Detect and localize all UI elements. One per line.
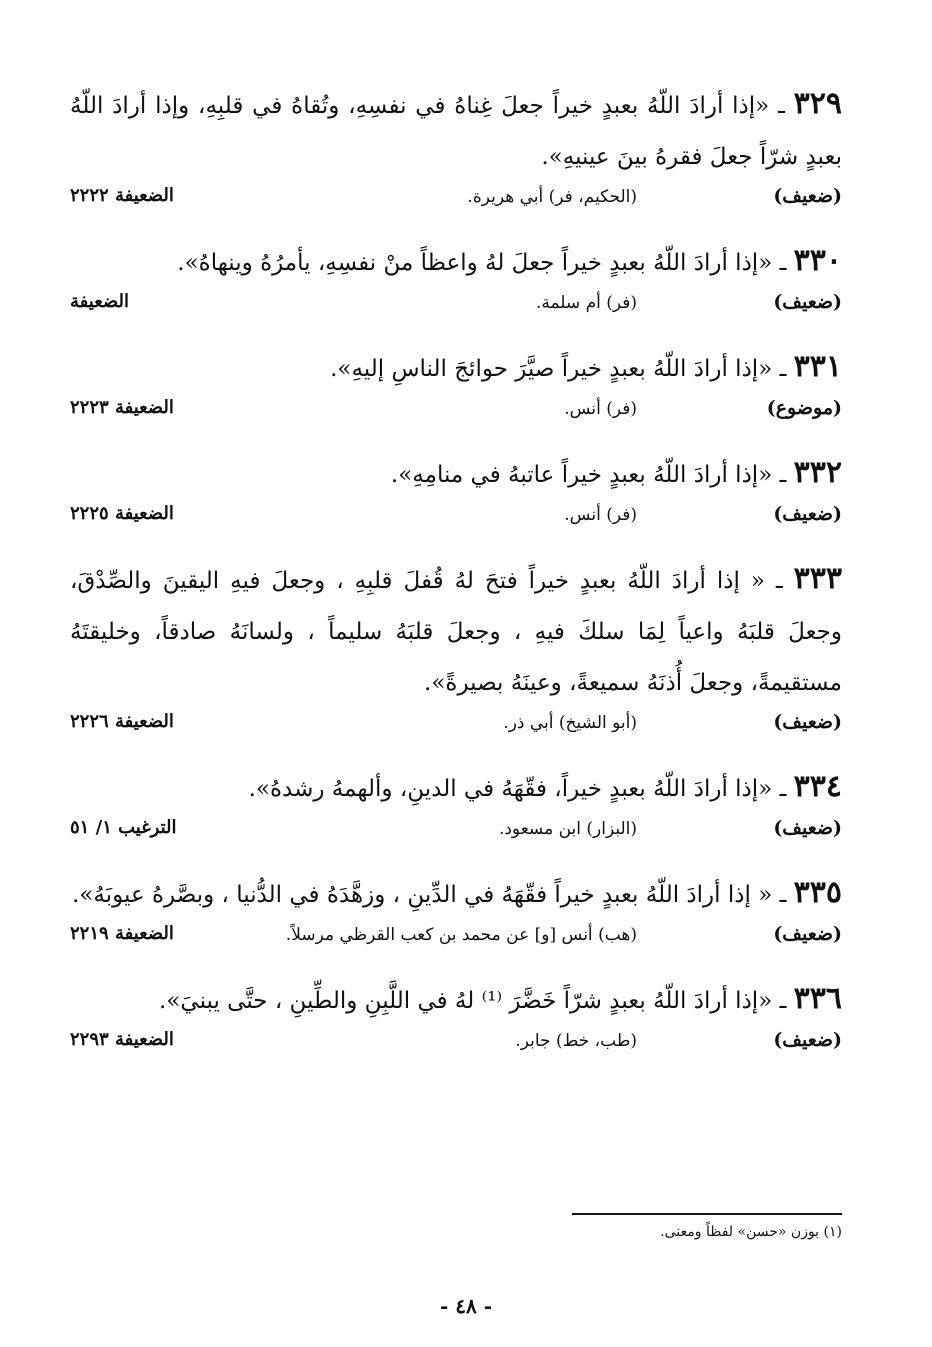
- page-number: - ٤٨ -: [439, 1294, 492, 1318]
- source-citation: (الحكيم، فر) أبي هريرة.: [467, 187, 637, 207]
- hadith-text: ٣٣٥ ـ « إذا أرادَ اللّهُ بعبدٍ خيراً فقّهَهُ في الدِّينِ ، وزهَّدَهُ في الدُّنيا ، وبصَّرهُ عيوبَهُ».: [72, 875, 842, 910]
- grade-label: (ضعيف): [773, 291, 842, 313]
- hadith-meta: [70, 395, 842, 439]
- hadith-number: ٣٣٠: [793, 243, 842, 278]
- grade-label: (ضعيف): [773, 817, 842, 839]
- source-citation: (فر) أنس.: [564, 399, 637, 419]
- grade-label: (ضعيف): [773, 923, 842, 945]
- hadith-meta: [70, 501, 842, 545]
- hadith-meta: [70, 709, 842, 753]
- hadith-number: ٣٢٩: [793, 86, 842, 121]
- reference-citation: الضعيفة ٢٢٢٥: [70, 503, 174, 524]
- hadith-text: ٣٣٤ ـ «إذا أرادَ اللّهُ بعبدٍ خيراً، فقّهَهُ في الدينِ، وألهمهُ رشدهُ».: [248, 769, 842, 804]
- hadith-number: ٣٣١: [793, 349, 842, 384]
- hadith-entry-334: [70, 761, 842, 859]
- hadith-number: ٣٣٢: [793, 455, 842, 490]
- hadith-meta: [70, 289, 842, 333]
- hadith-body: «إذا أرادَ اللّهُ بعبدٍ شرّاً خَضَّرَ ⁽¹⁾ لهُ في اللَّبِنِ والطِّينِ ، حتَّى يبنيَ».: [159, 988, 773, 1014]
- hadith-body: «إذا أرادَ اللّهُ بعبدٍ خيراً عاتبهُ في منامِهِ».: [390, 462, 773, 488]
- reference-citation: الضعيفة ٢٢٩٣: [70, 1029, 174, 1050]
- source-citation: (هب) أنس [و] عن محمد بن كعب القرظي مرسلاً.: [285, 925, 637, 945]
- hadith-meta: [70, 1027, 842, 1071]
- hadith-meta: [70, 921, 842, 965]
- source-citation: (البزار) ابن مسعود.: [498, 819, 637, 839]
- reference-citation: الترغيب ١/ ٥١: [70, 817, 177, 838]
- grade-label: (ضعيف): [773, 185, 842, 207]
- reference-citation: الضعيفة ٢٢٢٣: [70, 397, 174, 418]
- hadith-text: ٣٢٩ ـ «إذا أرادَ اللّهُ بعبدٍ خيراً جعلَ غِناهُ في نفسِهِ، وتُقاهُ في قلبِهِ، وإذا أرادَ اللّهُ بعبدٍ شرّاً جعلَ فقرهُ بينَ عينيهِ».: [70, 86, 842, 170]
- source-citation: (طب، خط) جابر.: [515, 1031, 637, 1051]
- footnote-divider: [572, 1213, 842, 1215]
- hadith-body: «إذا أرادَ اللّهُ بعبدٍ خيراً جعلَ لهُ واعظاً منْ نفسِهِ، يأمرُهُ وينهاهُ».: [177, 250, 773, 276]
- hadith-text: ٣٣٦ ـ «إذا أرادَ اللّهُ بعبدٍ شرّاً خَضَّرَ ⁽¹⁾ لهُ في اللَّبِنِ والطِّينِ ، حتَّى يبنيَ».: [159, 981, 842, 1016]
- reference-citation: الضعيفة ٢٢١٩: [70, 923, 174, 944]
- reference-citation: الضعيفة: [70, 291, 129, 312]
- hadith-number: ٣٣٥: [793, 875, 842, 910]
- grade-label: (ضعيف): [773, 503, 842, 525]
- hadith-number: ٣٣٤: [793, 769, 842, 804]
- grade-label: (موضوع): [766, 397, 842, 419]
- hadith-meta: [70, 183, 842, 227]
- grade-label: (ضعيف): [773, 1029, 842, 1051]
- reference-citation: الضعيفة ٢٢٢٦: [70, 711, 174, 732]
- hadith-text: ٣٣٠ ـ «إذا أرادَ اللّهُ بعبدٍ خيراً جعلَ لهُ واعظاً منْ نفسِهِ، يأمرُهُ وينهاهُ».: [177, 243, 842, 278]
- hadith-meta: [70, 815, 842, 859]
- hadith-body: «إذا أرادَ اللّهُ بعبدٍ خيراً جعلَ غِناهُ في نفسِهِ، وتُقاهُ في قلبِهِ، وإذا أرادَ اللّهُ بعبدٍ شرّاً جعلَ فقرهُ بينَ عينيهِ».: [70, 93, 842, 170]
- hadith-entry-331: [70, 341, 842, 439]
- hadith-entry-329: [70, 78, 842, 227]
- source-citation: (فر) أنس.: [564, 505, 637, 525]
- hadith-body: « إذا أرادَ اللّهُ بعبدٍ خيراً فتحَ لهُ قُفلَ قلبِهِ ، وجعلَ فيهِ اليقينَ والصِّدْقَ، وجعلَ قلبَهُ واعياً لِمَا سلكَ فيهِ ، وجعلَ قلبَهُ سليماً ، ولسانَهُ صادقاً، وخليقتَهُ مستقيمةً، وجعلَ أُذنَهُ سميعةً، وعينَهُ بصيرةً».: [70, 568, 842, 696]
- source-citation: (أبو الشيخ) أبي ذر.: [503, 713, 637, 733]
- hadith-text: ٣٣٣ ـ « إذا أرادَ اللّهُ بعبدٍ خيراً فتحَ لهُ قُفلَ قلبِهِ ، وجعلَ فيهِ اليقينَ والصِّدْقَ، وجعلَ قلبَهُ واعياً لِمَا سلكَ فيهِ ، وجعلَ قلبَهُ سليماً ، ولسانَهُ صادقاً، وخليقتَهُ مستقيمةً، وجعلَ أُذنَهُ سميعةً، وعينَهُ بصيرةً».: [70, 561, 842, 696]
- hadith-number: ٣٣٦: [793, 981, 842, 1016]
- hadith-body: « إذا أرادَ اللّهُ بعبدٍ خيراً فقّهَهُ في الدِّينِ ، وزهَّدَهُ في الدُّنيا ، وبصَّرهُ عيوبَهُ».: [72, 882, 773, 908]
- document-body: [70, 78, 842, 1278]
- hadith-body: «إذا أرادَ اللّهُ بعبدٍ خيراً صيَّرَ حوائجَ الناسِ إليهِ».: [330, 356, 773, 382]
- hadith-entry-336: [70, 973, 842, 1071]
- hadith-body: «إذا أرادَ اللّهُ بعبدٍ خيراً، فقّهَهُ في الدينِ، وألهمهُ رشدهُ».: [248, 776, 773, 802]
- hadith-entry-330: [70, 235, 842, 333]
- hadith-entry-333: [70, 553, 842, 753]
- grade-label: (ضعيف): [773, 711, 842, 733]
- hadith-entry-335: [70, 867, 842, 965]
- hadith-entry-332: [70, 447, 842, 545]
- source-citation: (فر) أم سلمة.: [535, 293, 637, 313]
- reference-citation: الضعيفة ٢٢٢٢: [70, 185, 174, 206]
- hadith-text: ٣٣٢ ـ «إذا أرادَ اللّهُ بعبدٍ خيراً عاتبهُ في منامِهِ».: [390, 455, 842, 490]
- hadith-number: ٣٣٣: [793, 561, 842, 596]
- footnote: (١) بوزن «حسن» لفظاً ومعنى.: [660, 1224, 842, 1240]
- hadith-text: ٣٣١ ـ «إذا أرادَ اللّهُ بعبدٍ خيراً صيَّرَ حوائجَ الناسِ إليهِ».: [330, 349, 842, 384]
